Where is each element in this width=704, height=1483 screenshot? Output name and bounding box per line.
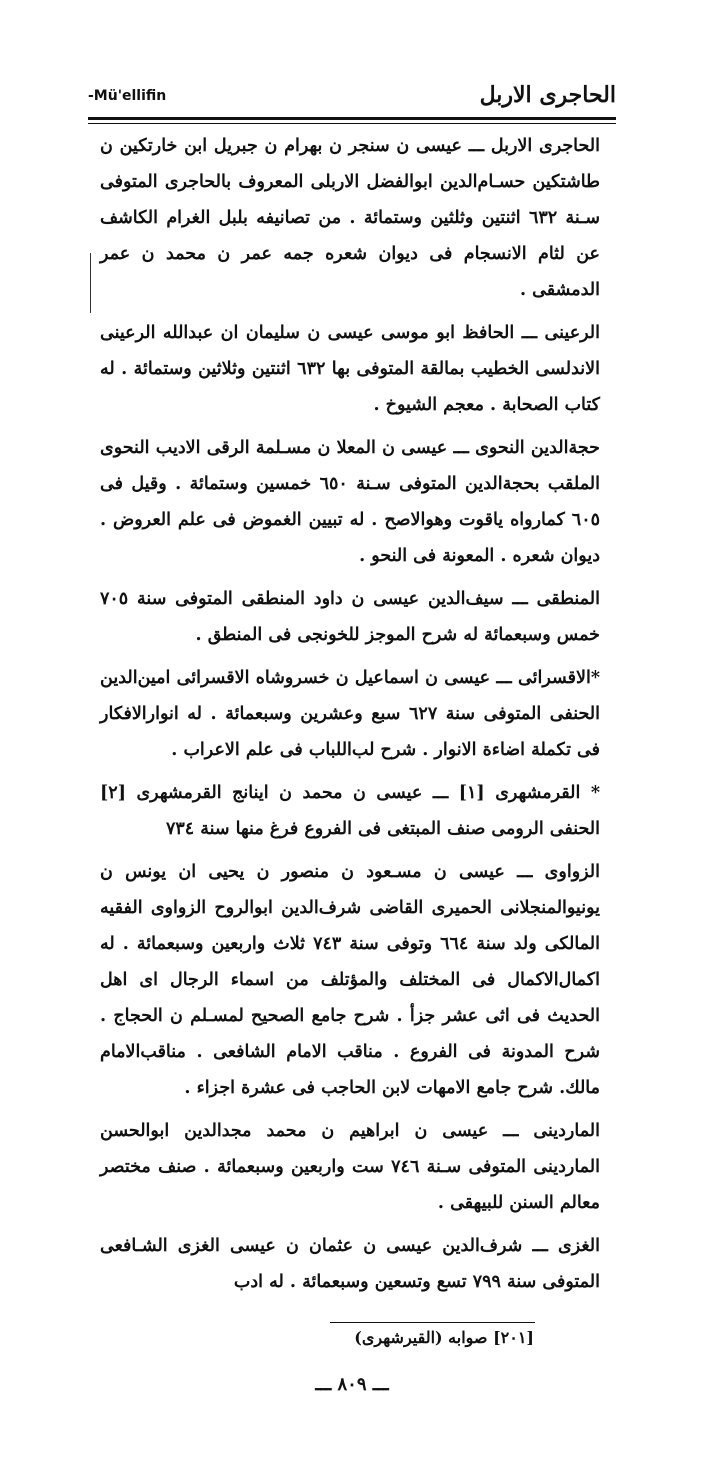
entry-hujjat-al-din: حجة‌الدين النحوى ـــ عيسى ن المعلا ن مسـلمة الرقى الاديب النحوى الملقب بحجة‌الدين المتوفى سـنة ٦٥٠ خمسين وستمائة . وقيل فى ٦٠٥ كمارواه ياقوت وهوالاصح . له تبيين الغموض فى علم العروض . ديوان شعره . المعونة فى النحو .	[100, 438, 601, 566]
entry-mardini: الماردينى ـــ عيسى ن ابراهيم ن محمد مجدالدين ابوالحسن الماردينى المتوفى سـنة ٧٤٦ ست واربعين وسبعمائة . صنف مختصر معالم السنن للبيهقى .	[100, 1121, 600, 1213]
footnote: [٢٠١] صوابه (القيرشهرى)	[354, 1328, 534, 1347]
margin-line	[90, 253, 91, 313]
entry-aqsarai: *الاقسرائى ـــ عيسى ن اسماعيل ن خسروشاه الاقسرائى امين‌الدين الحنفى المتوفى سنة ٦٢٧ سبع وعشرين وسبعمائة . له انوارالافكار فى تكملة اضاءة الانوار . شرح لب‌اللباب فى علم الاعراب .	[100, 668, 600, 760]
footnote-rule	[330, 1322, 535, 1323]
entry-qaramshahri: * القرمشهرى [١] ـــ عيسى ن محمد ن اينانج القرمشهرى [٢] الحنفى الرومى صنف المبتغى فى الفروع فرغ منها سنة ٧٣٤	[100, 783, 600, 839]
header-rule-thick	[88, 117, 616, 120]
header-left-label: -Mü'ellifin	[88, 88, 167, 104]
entry-hajiri: الحاجرى الاربل ـــ عيسى ن سنجر ن بهرام ن جبريل ابن خارتكين ن طاشتكين حسـام‌الدين ابوالفضل الاربلى المعروف بالحاجرى المتوفى سـنة ٦٣٢ اثنتين وثلثين وستمائة . من تصانيفه بلبل الغرام الكاشف عن لثام الانسجام فى ديوان شعره جمه عمر ن محمد ن عمر الدمشقى .	[100, 136, 600, 300]
entry-zawawi: الزواوى ـــ عيسى ن مسـعود ن منصور ن يحيى ان يونس ن يونيوالمنجلانى الحميرى القاضى شرف‌الدين ابوالروح الزواوى الفقيه المالكى ولد سنة ٦٦٤ وتوفى سنة ٧٤٣ ثلاث واربعين وسبعمائة . له اكمال‌الاكمال فى المختلف والمؤتلف من اسماء الرجال اى اهل الحديث فى اثى عشر جزأ . شرح جامع الصحيح لمسـلم ن الحجاج . شرح المدونة فى الفروع . مناقب الامام الشافعى . مناقب‌الامام مالك. شرح جامع الامهات لابن الحاجب فى عشرة اجزاء .	[100, 862, 600, 1098]
running-head: الحاجرى الاربل	[479, 82, 616, 108]
header-rule-thin	[88, 123, 616, 124]
entry-ghazzi: الغزى ـــ شرف‌الدين عيسى ن عثمان ن عيسى الغزى الشـافعى المتوفى سنة ٧٩٩ تسع وتسعين وسبعمائة . له ادب	[100, 1236, 600, 1292]
entry-ruayni: الرعينى ـــ الحافظ ابو موسى عيسى ن سليمان ان عبدالله الرعينى الاندلسى الخطيب بمالقة المتوفى بها ٦٣٢ اثنتين وثلاثين وستمائة . له كتاب الصحابة . معجم الشيوخ .	[100, 323, 600, 415]
entries-column	[100, 128, 600, 1307]
page-number: ـــ ٨٠٩ ـــ	[315, 1374, 389, 1395]
page-header	[88, 82, 616, 116]
entry-mantiqi: المنطقى ـــ سيف‌الدين عيسى ن داود المنطقى المتوفى سنة ٧٠٥ خمس وسبعمائة له شرح الموجز للخونجى فى المنطق .	[100, 589, 600, 645]
